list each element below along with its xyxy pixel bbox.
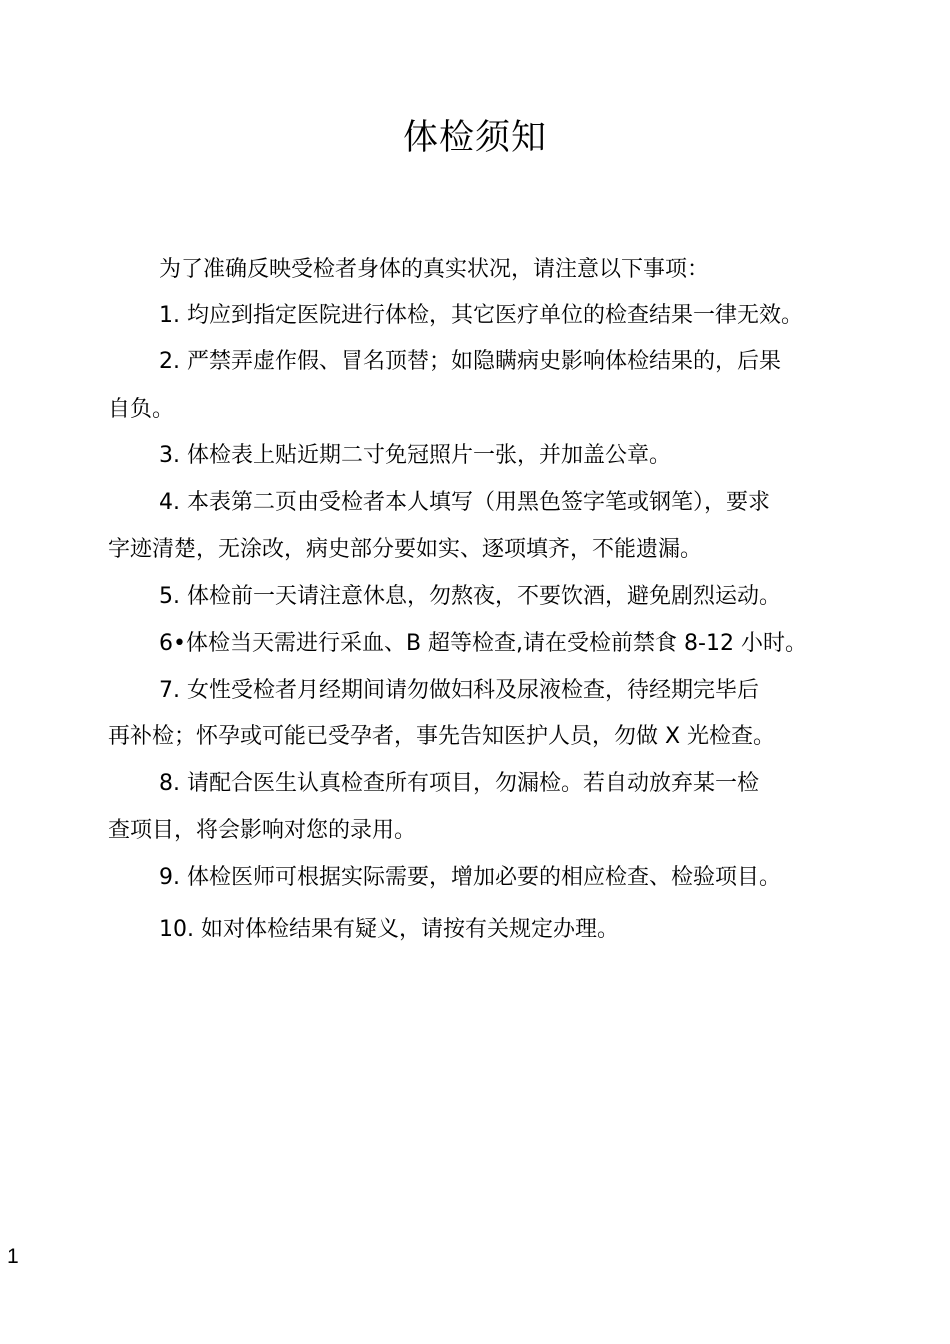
item-1-line-1: 1. 均应到指定医院进行体检，其它医疗单位的检查结果一律无效。 (159, 303, 803, 328)
item-7-line-2: 再补检；怀孕或可能已受孕者，事先告知医护人员，勿做 X 光检查。 (108, 724, 776, 749)
intro-text: 为了准确反映受检者身体的真实状况，请注意以下事项： (159, 257, 710, 282)
item-3-line-1: 3. 体检表上贴近期二寸免冠照片一张，并加盖公章。 (159, 443, 671, 468)
item-8-line-2: 查项目，将会影响对您的录用。 (108, 818, 417, 843)
item-8-line-1: 8. 请配合医生认真检查所有项目，勿漏检。若自动放弃某一检 (159, 771, 759, 796)
item-10-line-1: 10. 如对体检结果有疑义，请按有关规定办理。 (159, 917, 619, 942)
page-title: 体检须知 (402, 118, 547, 158)
item-2-line-1: 2. 严禁弄虚作假、冒名顶替；如隐瞒病史影响体检结果的，后果 (159, 349, 781, 374)
item-4-line-1: 4. 本表第二页由受检者本人填写（用黑色签字笔或钢笔），要求 (159, 490, 770, 515)
item-5-line-1: 5. 体检前一天请注意休息，勿熬夜，不要饮酒，避免剧烈运动。 (159, 584, 781, 609)
item-7-line-1: 7. 女性受检者月经期间请勿做妇科及尿液检查，待经期完毕后 (159, 678, 759, 703)
item-2-line-2: 自负。 (108, 397, 175, 422)
item-6-line-1: 6•体检当天需进行采血、B 超等检查,请在受检前禁食 8-12 小时。 (159, 631, 807, 656)
page-number: 1 (7, 1245, 19, 1268)
item-9-line-1: 9. 体检医师可根据实际需要，增加必要的相应检查、检验项目。 (159, 865, 781, 890)
item-4-line-2: 字迹清楚，无涂改，病史部分要如实、逐项填齐，不能遗漏。 (108, 537, 703, 562)
